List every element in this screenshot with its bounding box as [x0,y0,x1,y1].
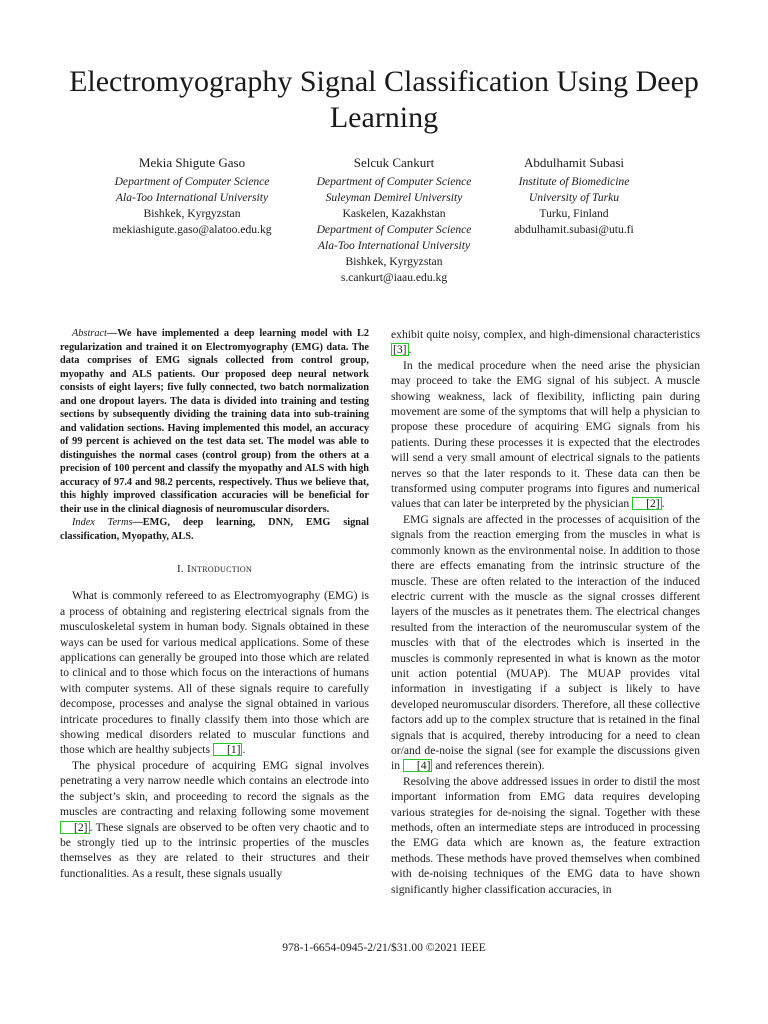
abstract [60,327,369,516]
paragraph: Resolving the above addressed issues in order to distil the most important information from EMG data requires developing various strategies for de-noising the signal. Together with these methods, often an intermediate steps are introduced in processing the EMG data which are known as, the feature extraction methods. These methods have proved themselves when combined with de-noising techniques of the EMG data to have shown significantly higher classification accuracies, in [391,774,700,896]
index-terms-text: —EMG, deep learning, DNN, EMG signal classification, Myopathy, ALS. [60,517,369,542]
author-location: Kaskelen, Kazakhstan [342,207,446,220]
paragraph: The physical procedure of acquiring EMG signal involves penetrating a very narrow needle which contains an electrode into the subject’s skin, and proceeding to record the signals as the muscles are contracting and relaxing following some movement [2] . These signals are observed to be often very chaotic and to be strongly tied up to the intrinsic properties of the muscles themselves as they are related to their structures and their functionalities. As a result, these signals usually [60,758,369,880]
citation-link[interactable]: [4] [403,759,433,772]
author-affiliation: Ala-Too International University [115,191,269,204]
author-block [464,154,684,238]
author-email: s.cankurt@iaau.edu.kg [340,271,448,284]
abstract-label: Abstract [72,328,107,339]
author-affiliation: Department of Computer Science [316,175,472,188]
paragraph: In the medical procedure when the need arise the physician may proceed to take the EMG signal of his subject. A muscle showing weakness, lack of flexibility, inflicting pain during movement are some of the symptoms that will help a physician to propose these procedure of acquiring EMG signals from his patients. During these processes it is expected that the electrodes will send a very small amount of electrical signals to the patients nerves so that the later responds to it. These data can then be transformed using computer programs into figures and numerical values that can later be interpreted by the physician [2] . [391,358,700,511]
paragraph: What is commonly refereed to as Electromyography (EMG) is a process of obtaining and registering electrical signals from the musculoskeletal system in human body. Signals obtained in these ways can be used for various medical applications. Some of these applications can generally be grouped into those which are related to clinical and to those which focus on the interactions of humans with computer systems. All of these signals require to carefully decompose, processes and analyse the signal obtained in various intricate procedures to finally classify them into those which are showing medical disorders related to muscular functions and those which are healthy subjects [1] . [60,589,369,757]
citation-link[interactable]: [1] [213,743,243,756]
author-location: Bishkek, Kyrgyzstan [345,255,443,268]
right-column [391,327,700,897]
author-block [82,154,302,238]
author-location: Turku, Finland [539,207,609,220]
citation-link[interactable]: [3] [393,343,407,357]
author-affiliation: Ala-Too International University [317,239,471,252]
author-affiliation: Department of Computer Science [316,223,472,236]
paragraph: exhibit quite noisy, complex, and high-dimensional characteristics [3] . [391,328,700,357]
index-terms-label: Index Terms [72,517,133,528]
copyright-footer: 978-1-6654-0945-2/21/$31.00 ©2021 IEEE [282,941,486,954]
author-name: Selcuk Cankurt [353,155,435,170]
author-affiliation: Department of Computer Science [114,175,270,188]
citation-link[interactable]: [2] [60,821,90,834]
paper-title: Electromyography Signal Classification Using Deep Learning [69,65,699,134]
author-name: Mekia Shigute Gaso [138,155,246,170]
author-location: Bishkek, Kyrgyzstan [143,207,241,220]
author-email: mekiashigute.gaso@alatoo.edu.kg [112,223,272,236]
abstract-text: —We have implemented a deep learning model with L2 regularization and trained it on Electromyography (EMG) data. The data comprises of EMG signals collected from control group, myopathy and ALS patients. Our proposed deep neural network consists of eight layers; five fully connected, two batch normalization and one dropout layers. The data is divided into training and testing sections by subsequently dividing the training data into sub-training and validation sections. Having implemented this model, an accuracy of 99 percent is achieved on the test data set. The model was able to distinguishes the normal cases (control group) from the others at a precision of 100 percent and classify the myopathy and ALS with high accuracy of 97.4 and 98.2 percents, respectively. Thus we believe that, this highly improved classification accuracies will be beneficial for their use in the clinical diagnosis of neuromuscular disorders. [60,328,369,515]
index-terms [60,516,369,543]
author-affiliation: University of Turku [528,191,620,204]
author-name: Abdulhamit Subasi [523,155,625,170]
author-affiliation: Institute of Biomedicine [518,175,630,188]
citation-link[interactable]: [2] [632,497,662,510]
paragraph: EMG signals are affected in the processes of acquisition of the signals from the reaction emerging from the muscles in what is commonly known as the environmental noise. In addition to those there are effects emanating from the intrinsic structure of the muscle. These are often related to the interaction of the induced electric current with the muscle as the signal crosses different layers of the muscles as it penetrates them. The electrical changes resulted from the interaction of the neuromuscular system of the muscles with that of the electrodes which is inserted in the muscles is commonly represented in what is known as the motor unit action potential (MUAP). The MUAP provides vital information in investigating if a subject is likely to have developed neuromuscular disorders. Therefore, all these collective factors add up to the complex structure that is retained in the final signals that is acquired, thereby introducing for a need to clean or/and de-noise the signal (see for example the discussions given in [4] and references therein). [391,512,700,773]
author-affiliation: Suleyman Demirel University [325,191,463,204]
left-column [60,327,369,881]
author-email: abdulhamit.subasi@utu.fi [514,223,634,236]
section-heading: I. Introduction [176,563,253,575]
